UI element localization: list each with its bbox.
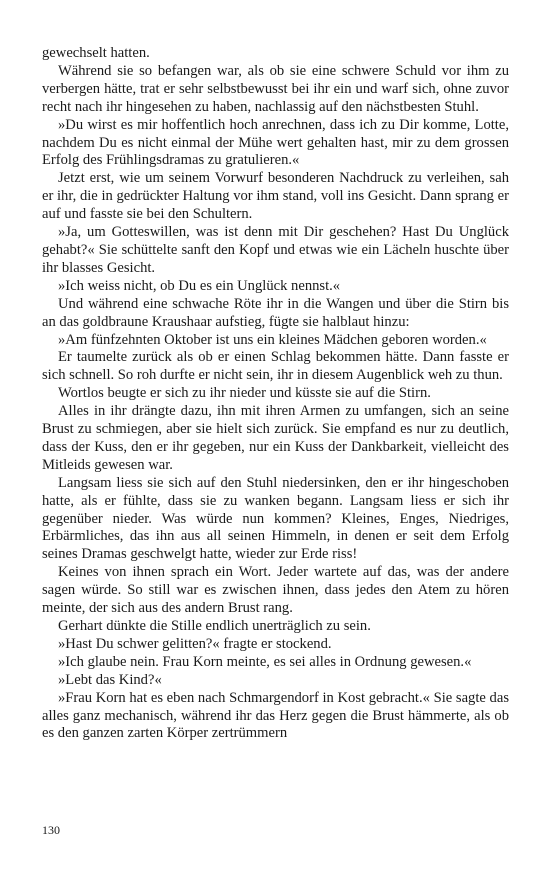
paragraph: Wortlos beugte er sich zu ihr nieder und küsste sie auf die Stirn. <box>58 385 431 402</box>
paragraph: Jetzt erst, wie um seinem Vorwurf besonderen Nachdruck zu verleihen, sah er ihr, die in gedrückter Haltung vor ihm stand, voll ins Gesicht. Dann sprang er auf und fasste sie bei den Schultern. <box>42 170 509 223</box>
book-page <box>42 45 509 835</box>
paragraph: »Frau Korn hat es eben nach Schmargendorf in Kost gebracht.« Sie sagte das alles ganz mechanisch, während ihr das Herz gegen die Brust hämmerte, als ob es den ganzen zarten Körper zertrümmern <box>42 689 509 742</box>
paragraph: Während sie so befangen war, als ob sie eine schwere Schuld vor ihm zu verbergen hätte, trat er sehr selbstbewusst bei ihr ein und warf sich, ohne zuvor recht nach ihr hingesehen zu haben, nachlassig auf den nächstbesten Stuhl. <box>42 62 509 115</box>
paragraph: »Am fünfzehnten Oktober ist uns ein kleines Mädchen geboren worden.« <box>58 331 487 348</box>
body-text <box>42 45 509 743</box>
paragraph: Langsam liess sie sich auf den Stuhl niedersinken, den er ihr hingeschoben hatte, als er fühlte, dass sie zu wanken begann. Langsam liess er sich ihr gegenüber nieder. Was würde nun kommen? Kleines, Enges, Niedriges, Erbärmliches, das ihn aus all seinen Himmeln, in denen er seit dem Erfolg seines Dramas geschwelgt hatte, wieder zur Erde riss! <box>42 474 509 563</box>
paragraph: gewechselt hatten. <box>42 45 150 61</box>
paragraph: Und während eine schwache Röte ihr in die Wangen und über die Stirn bis an das goldbraune Kraushaar aufstieg, fügte sie halblaut hinzu: <box>42 295 509 330</box>
paragraph: Alles in ihr drängte dazu, ihn mit ihren Armen zu umfangen, sich an seine Brust zu schmiegen, aber sie hielt sich zurück. Sie empfand es nur zu deutlich, dass der Kuss, den er ihr gegeben, nur ein Kuss der Dankbarkeit, vielleicht des Mitleids gewesen war. <box>42 403 509 473</box>
paragraph: »Ich weiss nicht, ob Du es ein Unglück nennst.« <box>58 277 341 294</box>
page-number: 130 <box>42 823 60 837</box>
paragraph: »Du wirst es mir hoffentlich hoch anrechnen, dass ich zu Dir komme, Lotte, nachdem Du es nicht einmal der Mühe wert gehalten hast, mir zu dem grossen Erfolg des Frühlingsdramas zu gratulieren.« <box>42 116 509 169</box>
paragraph: Keines von ihnen sprach ein Wort. Jeder wartete auf das, was der andere sagen würde. So still war es zwischen ihnen, dass jedes den Atem zu hören meinte, der sich aus des andern Brust rang. <box>42 564 509 617</box>
paragraph: »Ja, um Gotteswillen, was ist denn mit Dir geschehen? Hast Du Unglück gehabt?« Sie schüttelte sanft den Kopf und etwas wie ein Lächeln huschte über ihr blasses Gesicht. <box>42 224 509 276</box>
paragraph: »Ich glaube nein. Frau Korn meinte, es sei alles in Ordnung gewesen.« <box>58 653 472 670</box>
paragraph: Er taumelte zurück als ob er einen Schlag bekommen hätte. Dann fasste er sich schnell. So roh durfte er nicht sein, ihr in diesem Augenblick weh zu thun. <box>42 349 509 384</box>
paragraph: »Lebt das Kind?« <box>58 671 162 688</box>
paragraph: »Hast Du schwer gelitten?« fragte er stockend. <box>58 635 332 652</box>
paragraph: Gerhart dünkte die Stille endlich unerträglich zu sein. <box>58 618 371 634</box>
